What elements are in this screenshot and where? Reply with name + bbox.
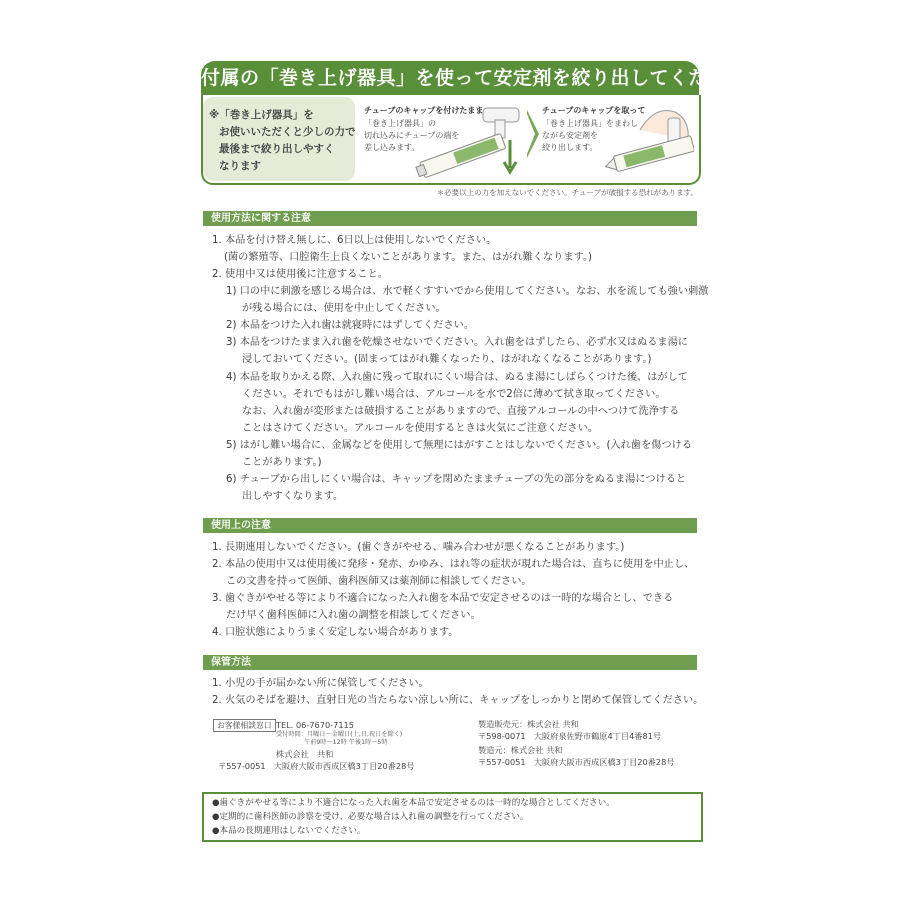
contact-company: 株式会社 共和 [276, 749, 334, 759]
usage-note-line: 浸しておいてください。(固まってはがれ難くなったり、はがれなくなることがあります。) [242, 354, 652, 365]
precaution-line: 3. 歯ぐきがやせる等により不適合になった入れ歯を本品で安定させるのは一時的な場合とし、できる [212, 593, 674, 604]
notice-line: ●歯ぐきがやせる等により不適合になった入れ歯を本品で安定させるのは一時的な場合としてください。 [212, 798, 615, 808]
note-line: お使いいただくと少しの力で [219, 126, 356, 138]
usage-note-line: 2. 使用中又は使用後に注意すること。 [212, 269, 388, 280]
section-bar-storage [203, 655, 697, 670]
notice-line: ●本品の長期連用はしないでください。 [212, 826, 366, 836]
contact-tel: TEL. 06-7670-7115 [276, 720, 354, 730]
instruction-banner-title: 付属の「巻き上げ器具」を使って安定剤を絞り出してください [201, 61, 699, 95]
contact-label: お客様相談窓口 [213, 719, 276, 732]
usage-note-line: 1) 口の中に刺激を感じる場合は、水で軽くすすいでから使用してください。なお、水を流しても強い刺激 [226, 286, 709, 297]
step1-line: 切れ込みにチューブの端を [364, 131, 460, 140]
usage-note-line: (菌の繁殖等、口腔衛生上良くないことがあります。また、はがれ難くなります。) [224, 252, 592, 263]
precaution-line: 1. 長期連用しないでください。(歯ぐきがやせる、噛み合わせが悪くなることがあります。) [212, 542, 625, 553]
tube-dispensing-illustration [600, 100, 694, 180]
step1-title: チューブのキャップを付けたまま [364, 106, 484, 115]
storage-line: 2. 火気のそばを避け、直射日光の当たらない涼しい所に、キャップをしっかりと閉めて保管してください。 [212, 695, 704, 706]
notice-line: ●定期的に歯科医師の診察を受け、必要な場合は入れ歯の調整を行ってください。 [212, 812, 529, 822]
step2-title: チューブのキャップを取って [542, 106, 646, 115]
precaution-line: だけ早く歯科医師に入れ歯の調整を相談してください。 [226, 610, 481, 621]
step1-line: 差し込みます。 [364, 143, 420, 152]
bottom-notice-box [202, 792, 703, 842]
usage-note-line: 3) 本品をつけたまま入れ歯を乾燥させないでください。入れ歯をはずしたら、必ず水又はぬるま湯に [226, 337, 688, 348]
step2-line: 「巻き上げ器具」をまわし [542, 119, 638, 128]
precaution-line: 2. 本品の使用中又は使用後に発疹・発赤、かゆみ、はれ等の症状が現れた場合は、直ちに使用を中止し、 [212, 559, 695, 570]
step2-line: 絞り出します。 [542, 143, 598, 152]
contact-hours: 午前9時〜12時 午後1時〜5時 [304, 739, 388, 746]
note-line: なります [219, 160, 261, 172]
usage-note-line: 6) チューブから出しにくい場合は、キャップを閉めたままチューブの先の部分をぬるま湯につけると [226, 474, 687, 485]
usage-note-line: ことはさけてください。アルコールを使用するときは火気にご注意ください。 [242, 423, 598, 434]
usage-note-line: 2) 本品をつけた入れ歯は就寝時にはずしてください。 [226, 320, 475, 331]
step1-line: 「巻き上げ器具」の [364, 119, 436, 128]
section-bar-usage-notes [203, 211, 697, 226]
usage-note-line: が残る場合には、使用を中止してください。 [242, 303, 446, 314]
section-title: 使用方法に関する注意 [211, 213, 311, 224]
maker-label: 製造元：株式会社 共和 [478, 745, 563, 755]
seller-label: 製造販売元：株式会社 共和 [478, 719, 579, 729]
tube-roller-illustration [415, 100, 525, 180]
usage-note-line: 5) はがし難い場合に、金属などを使用して無理にはがすことはしないでください。(入れ歯を傷つける [226, 440, 692, 451]
usage-note-line: ことがあります。) [242, 457, 322, 468]
usage-note-line: 出しやすくなります。 [242, 491, 344, 502]
usage-note-line: 1. 本品を付け替え無しに、6日以上は使用しないでください。 [212, 235, 497, 246]
chevron-right-inner [527, 114, 535, 154]
section-title: 使用上の注意 [211, 520, 271, 531]
usage-note-line: 4) 本品を取りかえる際、入れ歯に残って取れにくい場合は、ぬるま湯にしばらくつけた後、はがして [226, 372, 688, 383]
contact-address: 〒557-0051 大阪府大阪市西成区橋3丁目20番28号 [218, 761, 415, 771]
contact-hours: 受付時間：月曜日〜金曜日(土,日,祝日を除く) [276, 731, 403, 738]
seller-address: 〒598-0071 大阪府泉佐野市鶴原4丁目4番81号 [478, 731, 662, 741]
section-bar-precautions [203, 518, 697, 533]
precaution-line: 4. 口腔状態によりうまく安定しない場合があります。 [212, 627, 459, 638]
section-title: 保管方法 [211, 657, 251, 668]
storage-line: 1. 小児の手が届かない所に保管してください。 [212, 678, 429, 689]
roller-note-box [203, 97, 355, 181]
note-line: 最後まで絞り出しやすく [219, 143, 335, 155]
usage-note-line: ください。それでもはがし難い場合は、アルコールを水で2倍に薄めて拭き取ってください。 [242, 389, 666, 400]
precaution-line: この文書を持って医師、歯科医師又は薬剤師に相談してください。 [226, 576, 532, 587]
note-line: ※「巻き上げ器具」を [209, 109, 314, 121]
step2-line: ながら安定剤を [542, 131, 598, 140]
force-caution-note: ＊必要以上の力を加えないでください。チューブが破損する恐れがあります。 [436, 188, 698, 197]
maker-address: 〒557-0051 大阪府大阪市西成区橋3丁目20番28号 [478, 757, 675, 767]
usage-note-line: なお、入れ歯が変形または破損することがありますので、直接アルコールの中へつけて洗浄する [242, 406, 680, 417]
